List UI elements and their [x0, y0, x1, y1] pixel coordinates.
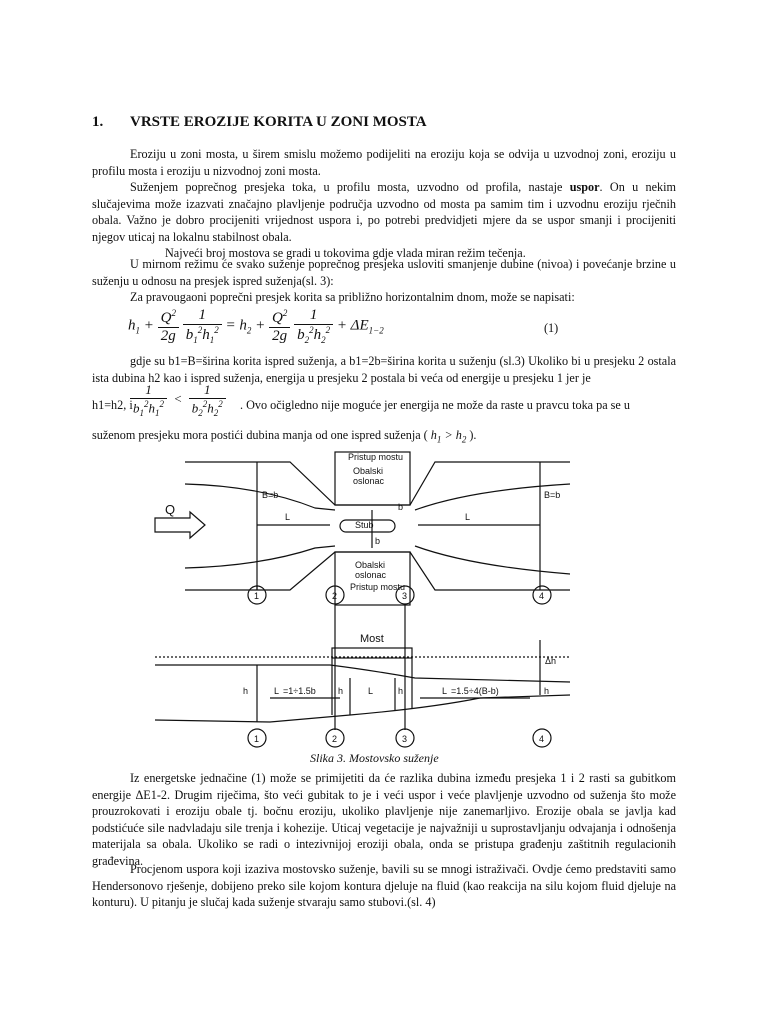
paragraph-5: Za pravougaoni poprečni presjek korita sa približno horizontalnim dnom, može se napisati: — [130, 290, 575, 304]
svg-text:b: b — [375, 536, 381, 546]
flow-arrow — [155, 512, 205, 538]
svg-text:Obalski: Obalski — [353, 466, 384, 476]
svg-text:L: L — [285, 512, 291, 522]
paragraph-6: gdje su b1=B=širina korita ispred suženja, a b1=2b=širina korita u suženju (sl.3) Ukoliko bi u presjeku 2 ostala ista dubina h2 kao i ispred suženja, energija u presjeku 2 postala bi veća od energije u presjeku 1 jer je — [92, 354, 676, 385]
svg-text:Q: Q — [165, 502, 176, 517]
svg-text:L: L — [442, 686, 448, 696]
paragraph-1: Eroziju u zoni mosta, u širem smislu možemo podijeliti na eroziju koja se odvija u uzvodnoj zoni, eroziju u profilu mosta i eroziju u nizvodnoj zoni mosta. — [92, 147, 676, 178]
section-title: VRSTE EROZIJE KORITA U ZONI MOSTA — [130, 114, 427, 130]
paragraph-7a: h1=h2, i — [92, 398, 133, 412]
svg-text:=1.5÷4(B-b): =1.5÷4(B-b) — [451, 686, 499, 696]
svg-text:=1÷1.5b: =1÷1.5b — [283, 686, 316, 696]
svg-text:Stub: Stub — [355, 520, 374, 530]
svg-text:4: 4 — [539, 734, 545, 744]
paragraph-9: Iz energetske jednačine (1) može se primijetiti da će razlika dubina između presjeka 1 i 2 rasti sa gubitkom energije ΔE1-2. Drugim riječima, što veći gubitak to je i veći uspor i veće plavljenje uzvodno od suženja što može prouzrokovati i eroziju obale tj. bočnu eroziju, ukoliko plavljenje nije zanemarljivo. Erozije obala se javlja kad podstićuće sile nadvladaju sile trenja i kohezije. Uticaj vegetacije je najvažniji u suprostavljanju odvajanja i odnošenja materijala sa obala. Ukoliko se radi o intezivnijoj eroziji obala, onda se pristupa građenju zaštitnih regulacionih građevina. — [92, 771, 676, 868]
equation-number: (1) — [544, 321, 559, 335]
svg-text:h: h — [338, 686, 344, 696]
svg-text:h: h — [243, 686, 249, 696]
svg-text:1: 1 — [254, 734, 260, 744]
lower-flow-line-right — [415, 546, 570, 574]
svg-text:h: h — [544, 686, 550, 696]
svg-text:L: L — [368, 686, 374, 696]
svg-text:2: 2 — [332, 591, 338, 601]
lower-flow-line-left — [185, 546, 335, 568]
figure-bridge-constriction — [150, 450, 610, 750]
svg-text:b: b — [398, 502, 404, 512]
uspor-term: uspor — [569, 180, 600, 194]
paragraph-2: Suženjem poprečnog presjeka toka, u profilu mosta, uzvodno od profila, nastaje uspor. On u nekim slučajevima može izazvati značajno plavljenje područja uzvodno od mosta pa samim tim i uzvodnu eroziju rječnih obala. Važno je dobro procijeniti vrijednost uspora i, po potrebi predvidjeti mjere da se uspor smanji i procijeniti njegov uticaj na lokalnu stabilnost obala. — [92, 180, 676, 244]
section-heading — [92, 114, 427, 131]
inequality: $\frac{1}{b_1^2h_1^2}$ < $\frac{1}{b_2^2h_2^2}$ — [130, 382, 226, 418]
upper-flow-line-left — [185, 484, 335, 510]
svg-text:B=b: B=b — [544, 490, 561, 500]
paragraph-4: U mirnom režimu će svako suženje poprečnog presjeka usloviti smanjenje dubine (nivoa) i povećanje brzine u suženju u odnosu na presjek ispred suženja(sl. 3): — [92, 257, 676, 288]
svg-text:Δh: Δh — [545, 656, 557, 666]
svg-text:L: L — [274, 686, 280, 696]
paragraph-7b: . Ovo očigledno nije moguće jer energija ne može da raste u pravcu toka pa se u — [240, 398, 630, 412]
paragraph-8: suženom presjeku mora postići dubina manja od one ispred suženja ( $h_1 > h_2$ ). — [92, 428, 477, 445]
svg-text:oslonac: oslonac — [355, 570, 387, 580]
svg-text:2: 2 — [332, 734, 338, 744]
svg-text:L: L — [465, 512, 471, 522]
paragraph-10: Procjenom uspora koji izaziva mostovsko suženje, bavili su se mnogi istraživači. Ovdje ćemo predstaviti samo Hendersonovo rješenje, dobijeno preko sile kojom kontura djeluje na fluid (kao reakcija na silu kojom fluid djeluje na konturu). U pitanju je slučaj kada suženje stvaraju samo stubovi.(sl. 4) — [92, 862, 676, 910]
paragraph-3: Najveći broj mostova se gradi u tokovima gdje vlada miran režim tečenja. — [165, 246, 526, 260]
svg-text:1: 1 — [254, 591, 260, 601]
svg-text:B=b: B=b — [262, 490, 279, 500]
svg-text:3: 3 — [402, 734, 408, 744]
svg-text:Pristup mostu: Pristup mostu — [348, 452, 404, 462]
section-number: 1. — [92, 114, 104, 130]
svg-text:Most: Most — [360, 633, 384, 645]
svg-text:Obalski: Obalski — [355, 560, 386, 570]
svg-text:4: 4 — [539, 591, 545, 601]
svg-text:Pristup mostu: Pristup mostu — [350, 582, 406, 592]
equation-1: $h_1$ + $\frac{Q^2}{2g}$ $\frac{1}{b_1^2h_1^2}$ = $h_2$ + $\frac{Q^2}{2g}$ $\frac{1}{b_2^2h_2^2}$ + $\Delta E_{1-2}$ — [128, 307, 384, 345]
svg-text:h: h — [398, 686, 404, 696]
svg-text:oslonac: oslonac — [353, 476, 385, 486]
figure-caption: Slika 3. Mostovsko suženje — [310, 751, 439, 765]
svg-text:3: 3 — [402, 591, 408, 601]
